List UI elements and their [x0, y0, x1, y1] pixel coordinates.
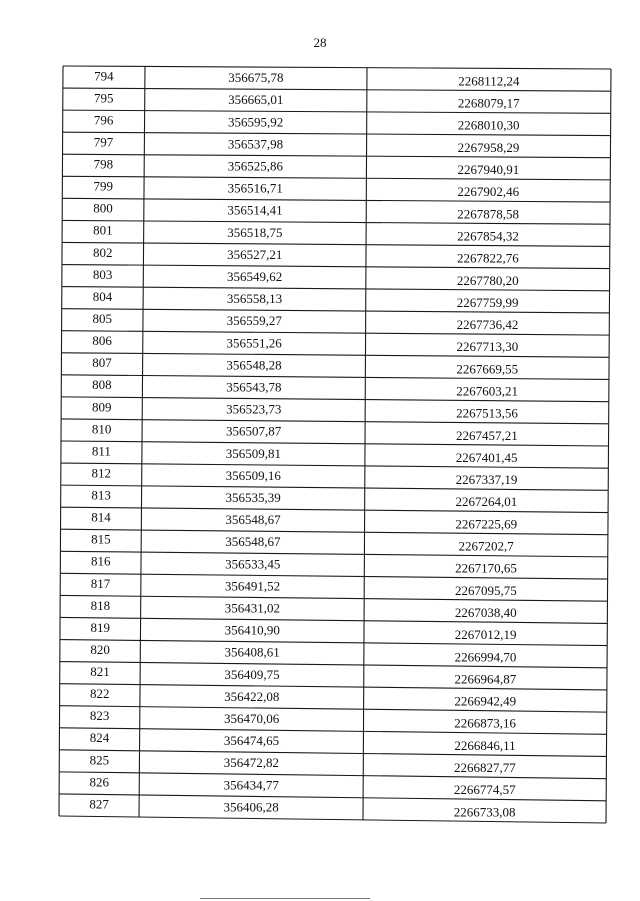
y-coordinate-cell: 2267038,40 [454, 604, 517, 620]
table-row-rule [61, 397, 609, 402]
x-coordinate-cell: 356537,98 [227, 136, 284, 152]
point-number-cell: 795 [94, 90, 114, 106]
table-row-rule [62, 242, 610, 246]
table-row-rule [59, 816, 606, 823]
table-row-rule [59, 750, 606, 757]
y-coordinate-cell: 2267457,21 [455, 427, 518, 443]
y-coordinate-cell: 2267202,7 [458, 538, 514, 554]
point-number-cell: 826 [89, 774, 109, 790]
x-coordinate-cell: 356549,62 [226, 268, 283, 284]
table-row-rule [60, 684, 607, 690]
point-number-cell: 807 [92, 355, 112, 371]
y-coordinate-cell: 2266873,16 [454, 715, 516, 731]
x-coordinate-cell: 356474,65 [223, 733, 280, 749]
point-number-cell: 825 [89, 752, 110, 768]
table-row-rule [60, 640, 607, 646]
table-row-rule [62, 220, 610, 224]
point-number-cell: 816 [90, 553, 111, 569]
table-row-rule [61, 375, 609, 380]
y-coordinate-cell: 2267780,20 [456, 272, 519, 288]
y-coordinate-cell: 2267170,65 [455, 560, 517, 576]
y-coordinate-cell: 2266964,87 [454, 671, 517, 687]
y-coordinate-cell: 2267736,42 [456, 317, 519, 333]
y-coordinate-cell: 2267401,45 [455, 449, 518, 465]
x-coordinate-cell: 356408,61 [224, 644, 280, 660]
y-coordinate-cell: 2268112,24 [458, 73, 520, 89]
table-row-rule [60, 617, 607, 623]
x-coordinate-cell: 356548,67 [225, 534, 281, 550]
y-coordinate-cell: 2266827,77 [453, 760, 516, 776]
point-number-cell: 805 [92, 310, 113, 326]
table-row-rule [62, 265, 610, 269]
table-row-rule [62, 287, 610, 291]
scan-artifact-line [200, 898, 370, 899]
point-number-cell: 811 [91, 443, 111, 459]
x-coordinate-cell: 356595,92 [228, 114, 284, 130]
table-row-rule [62, 309, 610, 313]
x-coordinate-cell: 356406,28 [223, 799, 279, 815]
table-row-rule [60, 595, 607, 601]
point-number-cell: 798 [93, 156, 114, 172]
y-coordinate-cell: 2267822,76 [457, 250, 519, 266]
point-number-cell: 803 [92, 266, 113, 282]
y-coordinate-cell: 2267095,75 [455, 582, 517, 598]
y-coordinate-cell: 2267012,19 [454, 627, 517, 643]
x-coordinate-cell: 356507,87 [225, 423, 282, 439]
point-number-cell: 824 [89, 730, 110, 746]
point-number-cell: 814 [91, 509, 111, 525]
y-coordinate-cell: 2267902,46 [457, 184, 520, 200]
point-number-cell: 804 [92, 288, 113, 304]
point-number-cell: 812 [91, 465, 112, 481]
point-number-cell: 827 [89, 796, 109, 812]
point-number-cell: 801 [93, 222, 113, 238]
x-coordinate-cell: 356558,13 [226, 291, 283, 307]
table-row-rule [60, 551, 607, 557]
x-coordinate-cell: 356422,08 [224, 688, 280, 704]
table-row-rule [62, 331, 610, 335]
point-number-cell: 797 [93, 134, 114, 150]
x-coordinate-cell: 356409,75 [224, 666, 280, 682]
table-row-rule [60, 573, 607, 579]
point-number-cell: 820 [90, 641, 110, 657]
table-row-rule [61, 441, 609, 446]
x-coordinate-cell: 356509,16 [225, 467, 281, 483]
x-coordinate-cell: 356410,90 [224, 622, 280, 638]
y-coordinate-cell: 2267854,32 [457, 228, 519, 244]
y-coordinate-cell: 2267878,58 [457, 206, 520, 222]
point-number-cell: 802 [93, 244, 113, 260]
point-number-cell: 822 [90, 686, 110, 702]
x-coordinate-cell: 356543,78 [226, 379, 282, 395]
x-coordinate-cell: 356527,21 [227, 246, 283, 262]
x-coordinate-cell: 356548,67 [225, 512, 281, 528]
point-number-cell: 815 [91, 531, 111, 547]
y-coordinate-cell: 2266942,49 [454, 693, 517, 709]
y-coordinate-cell: 2268079,17 [457, 95, 520, 111]
point-number-cell: 810 [91, 421, 112, 437]
x-coordinate-cell: 356491,52 [224, 578, 281, 594]
x-coordinate-cell: 356472,82 [223, 755, 279, 771]
x-coordinate-cell: 356551,26 [226, 335, 282, 351]
y-coordinate-cell: 2267603,21 [456, 383, 518, 399]
table-row-rule [59, 728, 606, 735]
y-coordinate-cell: 2267337,19 [455, 472, 518, 488]
x-coordinate-cell: 356518,75 [227, 224, 283, 240]
y-coordinate-cell: 2266733,08 [453, 804, 516, 820]
y-coordinate-cell: 2266994,70 [454, 649, 517, 665]
point-number-cell: 808 [92, 377, 112, 393]
point-number-cell: 800 [93, 200, 113, 216]
y-coordinate-cell: 2267940,91 [457, 162, 520, 178]
y-coordinate-cell: 2267513,56 [456, 405, 518, 421]
x-coordinate-cell: 356509,81 [225, 445, 282, 461]
x-coordinate-cell: 356559,27 [226, 313, 282, 329]
x-coordinate-cell: 356675,78 [228, 70, 284, 86]
point-number-cell: 817 [90, 575, 111, 591]
y-coordinate-cell: 2267759,99 [456, 294, 519, 310]
point-number-cell: 813 [91, 487, 111, 503]
y-coordinate-cell: 2267225,69 [455, 516, 518, 532]
point-number-cell: 818 [90, 597, 111, 613]
x-coordinate-cell: 356516,71 [227, 180, 283, 196]
y-coordinate-cell: 2266846,11 [454, 737, 516, 753]
point-number-cell: 794 [94, 68, 114, 84]
x-coordinate-cell: 356523,73 [226, 401, 282, 417]
point-number-cell: 806 [92, 333, 112, 349]
y-coordinate-cell: 2267713,30 [456, 339, 519, 355]
table-row-rule [61, 463, 608, 468]
x-coordinate-cell: 356514,41 [227, 202, 283, 218]
table-row-rule [59, 794, 606, 801]
point-number-cell: 809 [91, 399, 112, 415]
x-coordinate-cell: 356470,06 [224, 710, 280, 726]
x-coordinate-cell: 356525,86 [227, 158, 283, 174]
table-row-rule [60, 662, 607, 668]
y-coordinate-cell: 2267669,55 [456, 361, 519, 377]
x-coordinate-cell: 356548,28 [226, 357, 282, 373]
x-coordinate-cell: 356665,01 [228, 92, 284, 108]
point-number-cell: 799 [93, 178, 113, 194]
point-number-cell: 819 [90, 619, 110, 635]
table-row-rule [61, 529, 608, 534]
point-number-cell: 796 [93, 112, 114, 128]
x-coordinate-cell: 356535,39 [225, 489, 281, 505]
table-row-rule [61, 507, 608, 512]
y-coordinate-cell: 2266774,57 [453, 782, 516, 798]
y-coordinate-cell: 2267264,01 [455, 494, 518, 510]
table-row-rule [60, 706, 607, 712]
page-number: 28 [313, 35, 327, 50]
table-row-rule [61, 419, 609, 424]
x-coordinate-cell: 356533,45 [225, 556, 281, 572]
point-number-cell: 823 [89, 708, 110, 724]
table-row-rule [59, 772, 606, 779]
point-number-cell: 821 [90, 664, 110, 680]
y-coordinate-cell: 2268010,30 [457, 117, 520, 133]
x-coordinate-cell: 356431,02 [224, 600, 281, 616]
x-coordinate-cell: 356434,77 [223, 777, 279, 793]
table-row-rule [61, 485, 608, 490]
table-row-rule [61, 353, 609, 358]
y-coordinate-cell: 2267958,29 [457, 139, 520, 155]
